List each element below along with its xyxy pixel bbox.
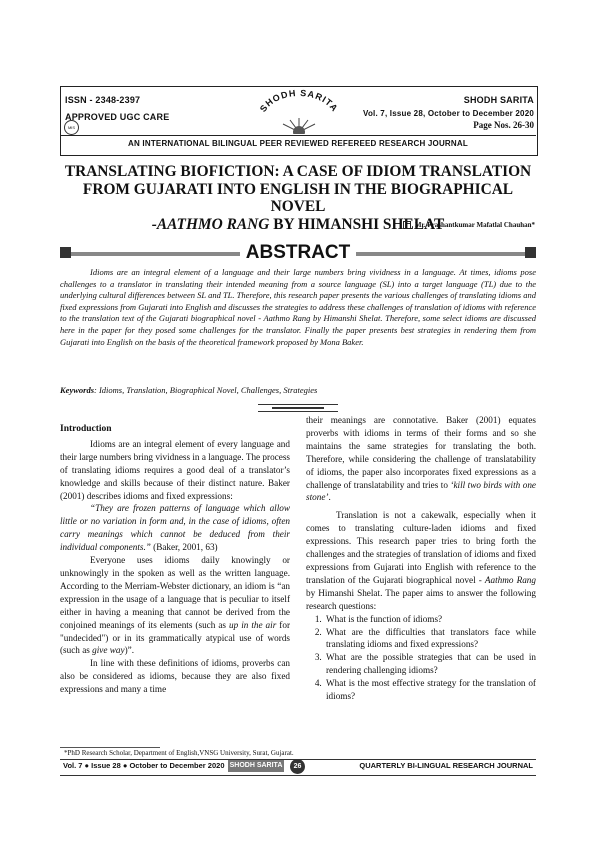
header-divider [60,135,536,136]
author-byline [403,221,535,229]
paragraph [306,509,536,612]
square-bullet-icon [525,247,536,258]
list-item: 3. What are the possible strategies that can be used in rendering challenging idioms? [324,651,536,677]
keywords [60,385,536,395]
paragraph: Idioms are an integral element of every language and their large numbers bring vividness in a language. The process of translating idioms requires a good deal of a translator’s knowledge and skills because of their distinct nature. Baker (2001) describes idioms and fixed expressions: [60,438,290,501]
title-line-1: TRANSLATING BIOFICTION: A CASE OF IDIOM TRANSLATION [64,163,532,180]
quote-text: “They are frozen patterns of language which allow little or no variation in form and, in the case of idioms, often carry meanings which cannot be deduced from their individual components.” [60,503,290,553]
idiom-example: give way [92,645,125,656]
svg-text:SHODH SARITA [258,88,340,114]
paragraph-text: by Himanshi Shelat. The paper aims to answer the following research questions: [306,587,536,611]
ornament-rule [258,411,338,412]
ugc-label: APPROVED UGC CARE [65,112,170,122]
paragraph [306,414,536,504]
keywords-list: : Idioms, Translation, Biographical Novel, Challenges, Strategies [94,385,318,395]
paragraph-text: )”. [124,645,134,656]
block-quote [60,502,290,554]
paragraph [60,554,290,657]
research-questions-list [306,613,536,703]
paragraph-text: Translation is not a cakewalk, especially when it comes to translating culture-laden idioms and fixed expressions. This research paper tries to bring forth the challenges and the strategies of translation of idioms and fixed expressions from Gujarati into English with reference to the translation of the Gujarati biographical novel - [306,510,536,585]
volume-issue: Vol. 7, Issue 28, October to December 2020 [363,109,534,118]
quote-citation: (Baker, 2001, 63) [150,542,218,553]
journal-tagline: AN INTERNATIONAL BILINGUAL PEER REVIEWED REFEREED RESEARCH JOURNAL [128,139,468,148]
abstract-text: Idioms are an integral element of a language and their large numbers bring vividness in a language. At times, idioms pose challenges to a translator in translating their intended meaning from a source language (SL) into a target language (TL) due to the underlying cultural differences between SL and TL. Therefore, this research paper presents the various challenges of translating idioms and fixed expressions from Gujarati into English and discusses the strategies to address these challenges of translation of idioms with reference to the translation text of the Gujarati biographical novel - Aathmo Rang by Himanshi Shelat. Therefore, some select idioms are discussed here in the paper for they posed some challenges for the translator. Finally the paper presents best strategies in rendering them from Gujarati into English on the basis of the theoretical framework proposed by Mona Baker. [60,267,536,347]
paragraph-text: Everyone uses idioms daily knowingly or unknowingly in the spoken as well as the written language. According to the Merriam-Webster dictionary, an idiom is “an expression in the usage of a language that is peculiar to itself either in having a meaning that cannot be derived from the conjoined meanings of its elements (such as [60,555,290,630]
paragraph-text: for "undecided") or in its grammatically atypical use of words (such as [60,619,291,656]
page-number: 26 [290,759,305,774]
journal-name: SHODH SARITA [463,95,534,105]
checkbox-icon [403,221,411,229]
page-numbers: Page Nos. 26-30 [473,120,534,130]
mis-seal-icon: MIS [64,120,79,135]
paragraph: In line with these definitions of idioms, proverbs can also be considered as idioms, because they are also fixed expressions and many a time [60,658,290,695]
footer-journal-badge: SHODH SARITA [228,760,284,772]
title-author-part: BY HIMANSHI SHELAT [269,215,445,233]
shodh-sarita-logo [250,88,348,134]
section-heading: Introduction [60,424,112,434]
ornament-rule [272,407,324,409]
paragraph-text: . [328,492,331,503]
novel-title: Aathmo Rang [484,574,536,585]
footnote-rule [60,747,160,748]
footer-volume: Vol. 7 ● Issue 28 ● October to December 2020 [63,761,225,770]
logo-text: SHODH SARITA [257,88,341,114]
ornament-rule [258,404,338,405]
novel-title: -AATHMO RANG [151,215,270,233]
list-item: 1. What is the function of idioms? [324,613,536,626]
square-bullet-icon [60,247,71,258]
author-name: Mr. Prashantkumar Mafatlal Chauhan* [414,221,535,229]
footnote: *PhD Research Scholar, Department of English,VNSG University, Surat, Gujarat. [64,749,294,757]
list-item: 4. What is the most effective strategy for the translation of idioms? [324,677,536,703]
issn-label: ISSN - 2348-2397 [65,95,141,105]
body-column-left [60,423,290,696]
footer-journal-type: QUARTERLY BI-LINGUAL RESEARCH JOURNAL [359,761,533,770]
idiom-example: ‘kill two birds with one stone’ [306,479,536,503]
body-column-right [306,414,536,703]
idiom-example: up in the air [229,619,277,630]
title-line-2: FROM GUJARATI INTO ENGLISH IN THE BIOGRAPHICAL NOVEL [82,180,514,215]
paragraph-text: their meanings are connotative. Baker (2001) equates proverbs with idioms in terms of their forms and so she maintains the same strategies for translating the both. Therefore, while considering the challenge of translatability of idioms, the paper also incorporates fixed expressions as a challenge of translatability and tries to [306,415,536,490]
list-item: 2. What are the difficulties that translators face while translating idioms and fixed expressions? [324,626,536,652]
keywords-label: Keywords [60,385,94,395]
abstract-heading: ABSTRACT [240,242,356,264]
